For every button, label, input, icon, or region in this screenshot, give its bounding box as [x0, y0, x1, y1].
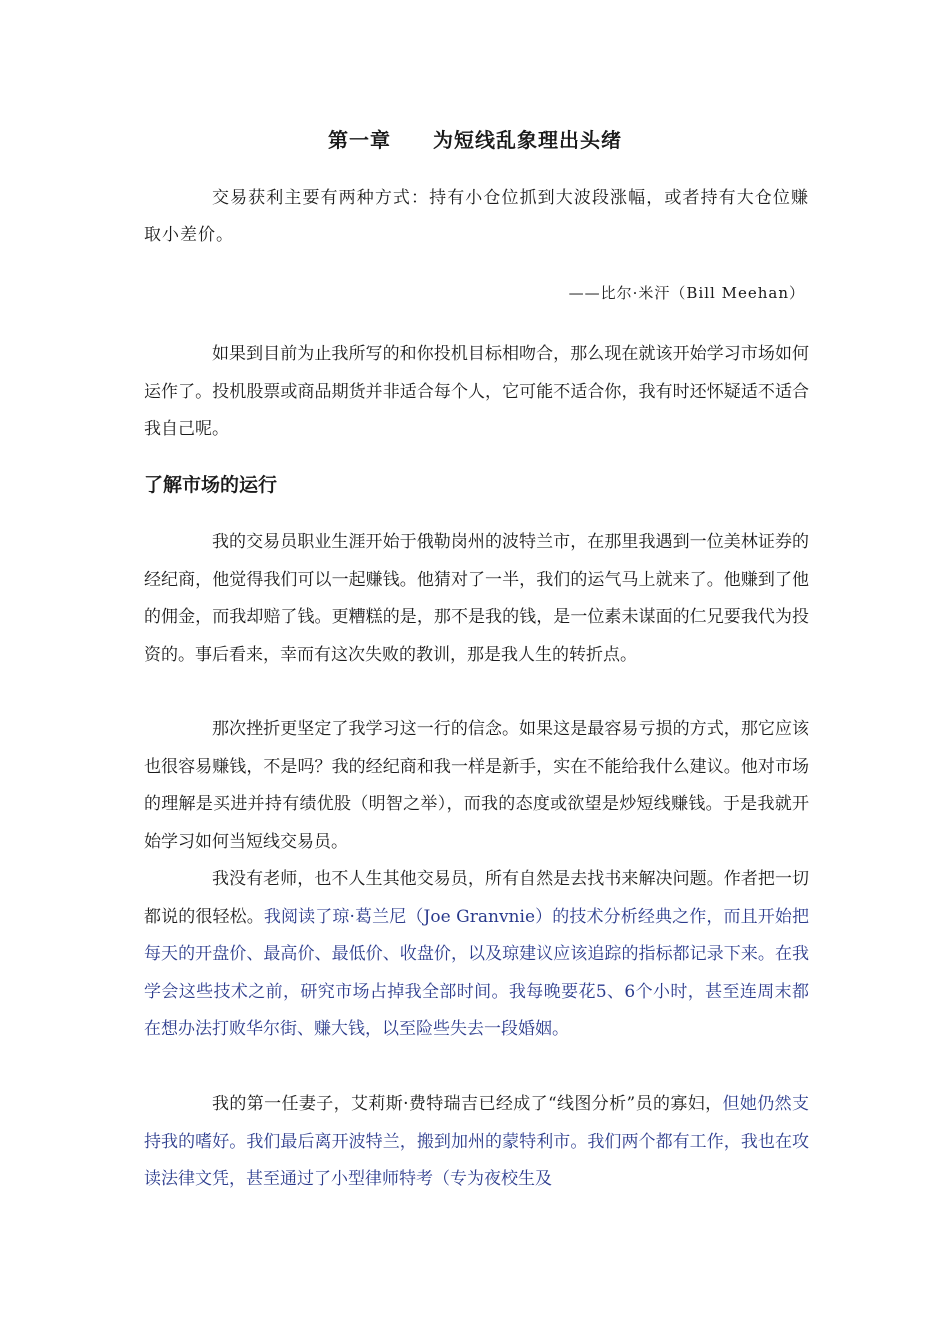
- paragraph-3-rest: 我阅读了琼·葛兰尼（Joe Granvnie）的技术分析经典之作，而且开始把每天的开盘价、最高价、最低价、收盘价，以及琼建议应该追踪的指标都记录下来。在我学会这些技术之前，研究市场占掉我全部时间。我每晚要花5、6个小时，甚至连周末都在想办法打败华尔街、赚大钱，以至险些失去一段婚姻。: [144, 906, 809, 1039]
- section-heading: 了解市场的运行: [144, 474, 278, 496]
- body-paragraph-2: 那次挫折更坚定了我学习这一行的信念。如果这是最容易亏损的方式，那它应该也很容易赚钱，不是吗？我的经纪商和我一样是新手，实在不能给我什么建议。他对市场的理解是买进并持有绩优股（明智之举），而我的态度或欲望是炒短线赚钱。于是我就开始学习如何当短线交易员。: [144, 719, 809, 852]
- body-paragraph-1: 我的交易员职业生涯开始于俄勒岗州的波特兰市，在那里我遇到一位美林证券的经纪商，他觉得我们可以一起赚钱。他猜对了一半，我们的运气马上就来了。他赚到了他的佣金，而我却赔了钱。更糟糕的是，那不是我的钱，是一位素未谋面的仁兄要我代为投资的。事后看来，幸而有这次失败的教训，那是我人生的转折点。: [144, 532, 809, 665]
- paragraph-4-lead: 我的第一任妻子，艾莉斯·费特瑞吉已经成了“线图分析”员的寡妇，: [212, 1094, 723, 1114]
- paragraph-4-rest: 但她仍然支持我的嗜好。我们最后离开波特兰，搬到加州的蒙特利市。我们两个都有工作，我也在攻读法律文凭，甚至通过了小型律师特考（专为夜校生及: [144, 1094, 809, 1189]
- intro-paragraph: 如果到目前为止我所写的和你投机目标相吻合，那么现在就该开始学习市场如何运作了。投机股票或商品期货并非适合每个人，它可能不适合你，我有时还怀疑适不适合我自己呢。: [144, 344, 809, 439]
- epigraph-attribution: ——比尔·米汗（Bill Meehan）: [568, 284, 805, 302]
- paragraph-3-lead: 我没有老师，也不人生其他交易员，所有自然是去找书来解决问题。作者把一切都说的很轻松。: [144, 869, 809, 927]
- epigraph-quote: 交易获利主要有两种方式：持有小仓位抓到大波段涨幅，或者持有大仓位赚取小差价。: [144, 188, 809, 245]
- chapter-title: 第一章 为短线乱象理出头绪: [328, 128, 622, 152]
- body-paragraph-3: [144, 861, 809, 1049]
- body-paragraph-4: [144, 1086, 809, 1199]
